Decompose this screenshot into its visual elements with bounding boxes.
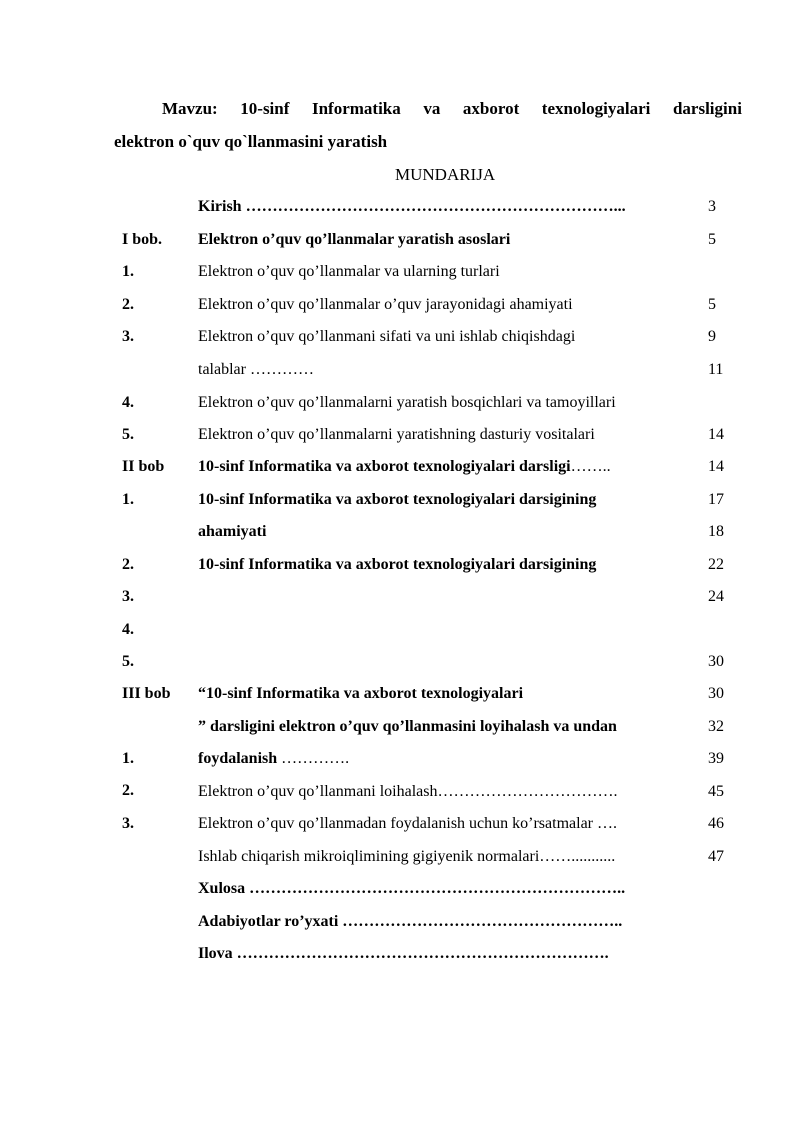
page-number: 45 [708, 783, 724, 800]
title-word: axborot [462, 99, 520, 118]
title-word: Informatika [311, 99, 401, 118]
document-title-line-1 [162, 100, 742, 117]
page-number: 5 [708, 231, 716, 248]
page-number: 30 [708, 685, 724, 702]
toc-entry-kirish: Kirish ……………………………………………………………... [198, 198, 626, 215]
section-number: 2. [122, 782, 134, 799]
chapter-3-title-line-3 [198, 751, 349, 767]
page-number: 3 [708, 198, 716, 215]
toc-heading: MUNDARIJA [395, 165, 496, 184]
chapter-3-title: “10-sinf Informatika va axborot texnologiyalari [198, 685, 524, 702]
page-number: 32 [708, 718, 724, 735]
toc-entry: ahamiyati [198, 523, 267, 540]
section-number: 1. [122, 491, 134, 508]
section-number: 4. [122, 394, 134, 411]
page-number: 47 [708, 848, 724, 865]
page-number: 39 [708, 750, 724, 767]
chapter-1-number: I bob. [122, 231, 163, 248]
chapter-2-title: 10-sinf Informatika va axborot texnologiyalari darsligi [198, 458, 571, 475]
page-number: 14 [708, 426, 724, 443]
toc-entry: Elektron o’quv qo’llanmalarni yaratishning dasturiy vositalari [198, 426, 595, 443]
section-number: 5. [122, 426, 134, 443]
chapter-3-number: III bob [122, 685, 171, 702]
page-number: 5 [708, 296, 716, 313]
toc-entry: Elektron o’quv qo’llanmani sifati va uni ishlab chiqishdagi [198, 328, 576, 345]
chapter-3-title-dots: …………. [277, 750, 350, 767]
section-number: 2. [122, 556, 134, 573]
toc-entry: 10-sinf Informatika va axborot texnologiyalari darsigining [198, 556, 597, 573]
toc-entry: Elektron o’quv qo’llanmalar va ularning turlari [198, 263, 500, 280]
section-number: 5. [122, 653, 134, 670]
section-number: 1. [122, 750, 134, 767]
section-number: 1. [122, 263, 134, 280]
chapter-2-title-dots: …….. [570, 458, 611, 475]
toc-entry: Elektron o’quv qo’llanmalarni yaratish bosqichlari va tamoyillari [198, 394, 616, 411]
toc-entry: Elektron o’quv qo’llanmadan foydalanish uchun ko’rsatmalar …. [198, 815, 617, 832]
chapter-2-title-line [198, 459, 611, 475]
toc-entry-adabiyotlar: Adabiyotlar ro’yxati …………………………………………….. [198, 913, 623, 930]
title-word: darsligini [672, 99, 742, 118]
chapter-2-number: II bob [122, 458, 165, 475]
title-word: texnologiyalari [541, 99, 651, 118]
toc-entry: talablar ………… [198, 361, 314, 378]
toc-entry: Elektron o’quv qo’llanmalar o’quv jarayonidagi ahamiyati [198, 296, 573, 313]
page-number: 18 [708, 523, 724, 540]
toc-entry-ilova: Ilova ……………………………………………………………. [198, 945, 609, 962]
toc-entry: Elektron o’quv qo’llanmani loihalash……………………………. [198, 783, 618, 800]
section-number: 3. [122, 588, 134, 605]
title-word: Mavzu: [162, 99, 218, 118]
page-number: 11 [708, 361, 724, 378]
toc-entry: Ishlab chiqarish mikroiqlimining gigiyenik normalari……........... [198, 848, 616, 865]
section-number: 3. [122, 815, 134, 832]
title-word: 10-sinf [240, 99, 290, 118]
page-number: 30 [708, 653, 724, 670]
page-number: 14 [708, 458, 724, 475]
title-word: va [423, 99, 441, 118]
page-number: 17 [708, 491, 724, 508]
page-number: 22 [708, 556, 724, 573]
chapter-3-title-end: foydalanish [198, 750, 278, 767]
toc-entry-xulosa: Xulosa …………………………………………………………….. [198, 880, 626, 897]
section-number: 4. [122, 621, 134, 638]
toc-entry: 10-sinf Informatika va axborot texnologiyalari darsigining [198, 491, 597, 508]
section-number: 2. [122, 296, 134, 313]
document-title-line-2: elektron o`quv qo`llanmasini yaratish [114, 132, 388, 151]
page-number: 9 [708, 328, 716, 345]
chapter-1-title: Elektron o’quv qo’llanmalar yaratish asoslari [198, 231, 511, 248]
section-number: 3. [122, 328, 134, 345]
page-number: 46 [708, 815, 724, 832]
page-number: 24 [708, 588, 724, 605]
chapter-3-title-line-2: ” darsligini elektron o’quv qo’llanmasini loyihalash va undan [198, 718, 617, 735]
